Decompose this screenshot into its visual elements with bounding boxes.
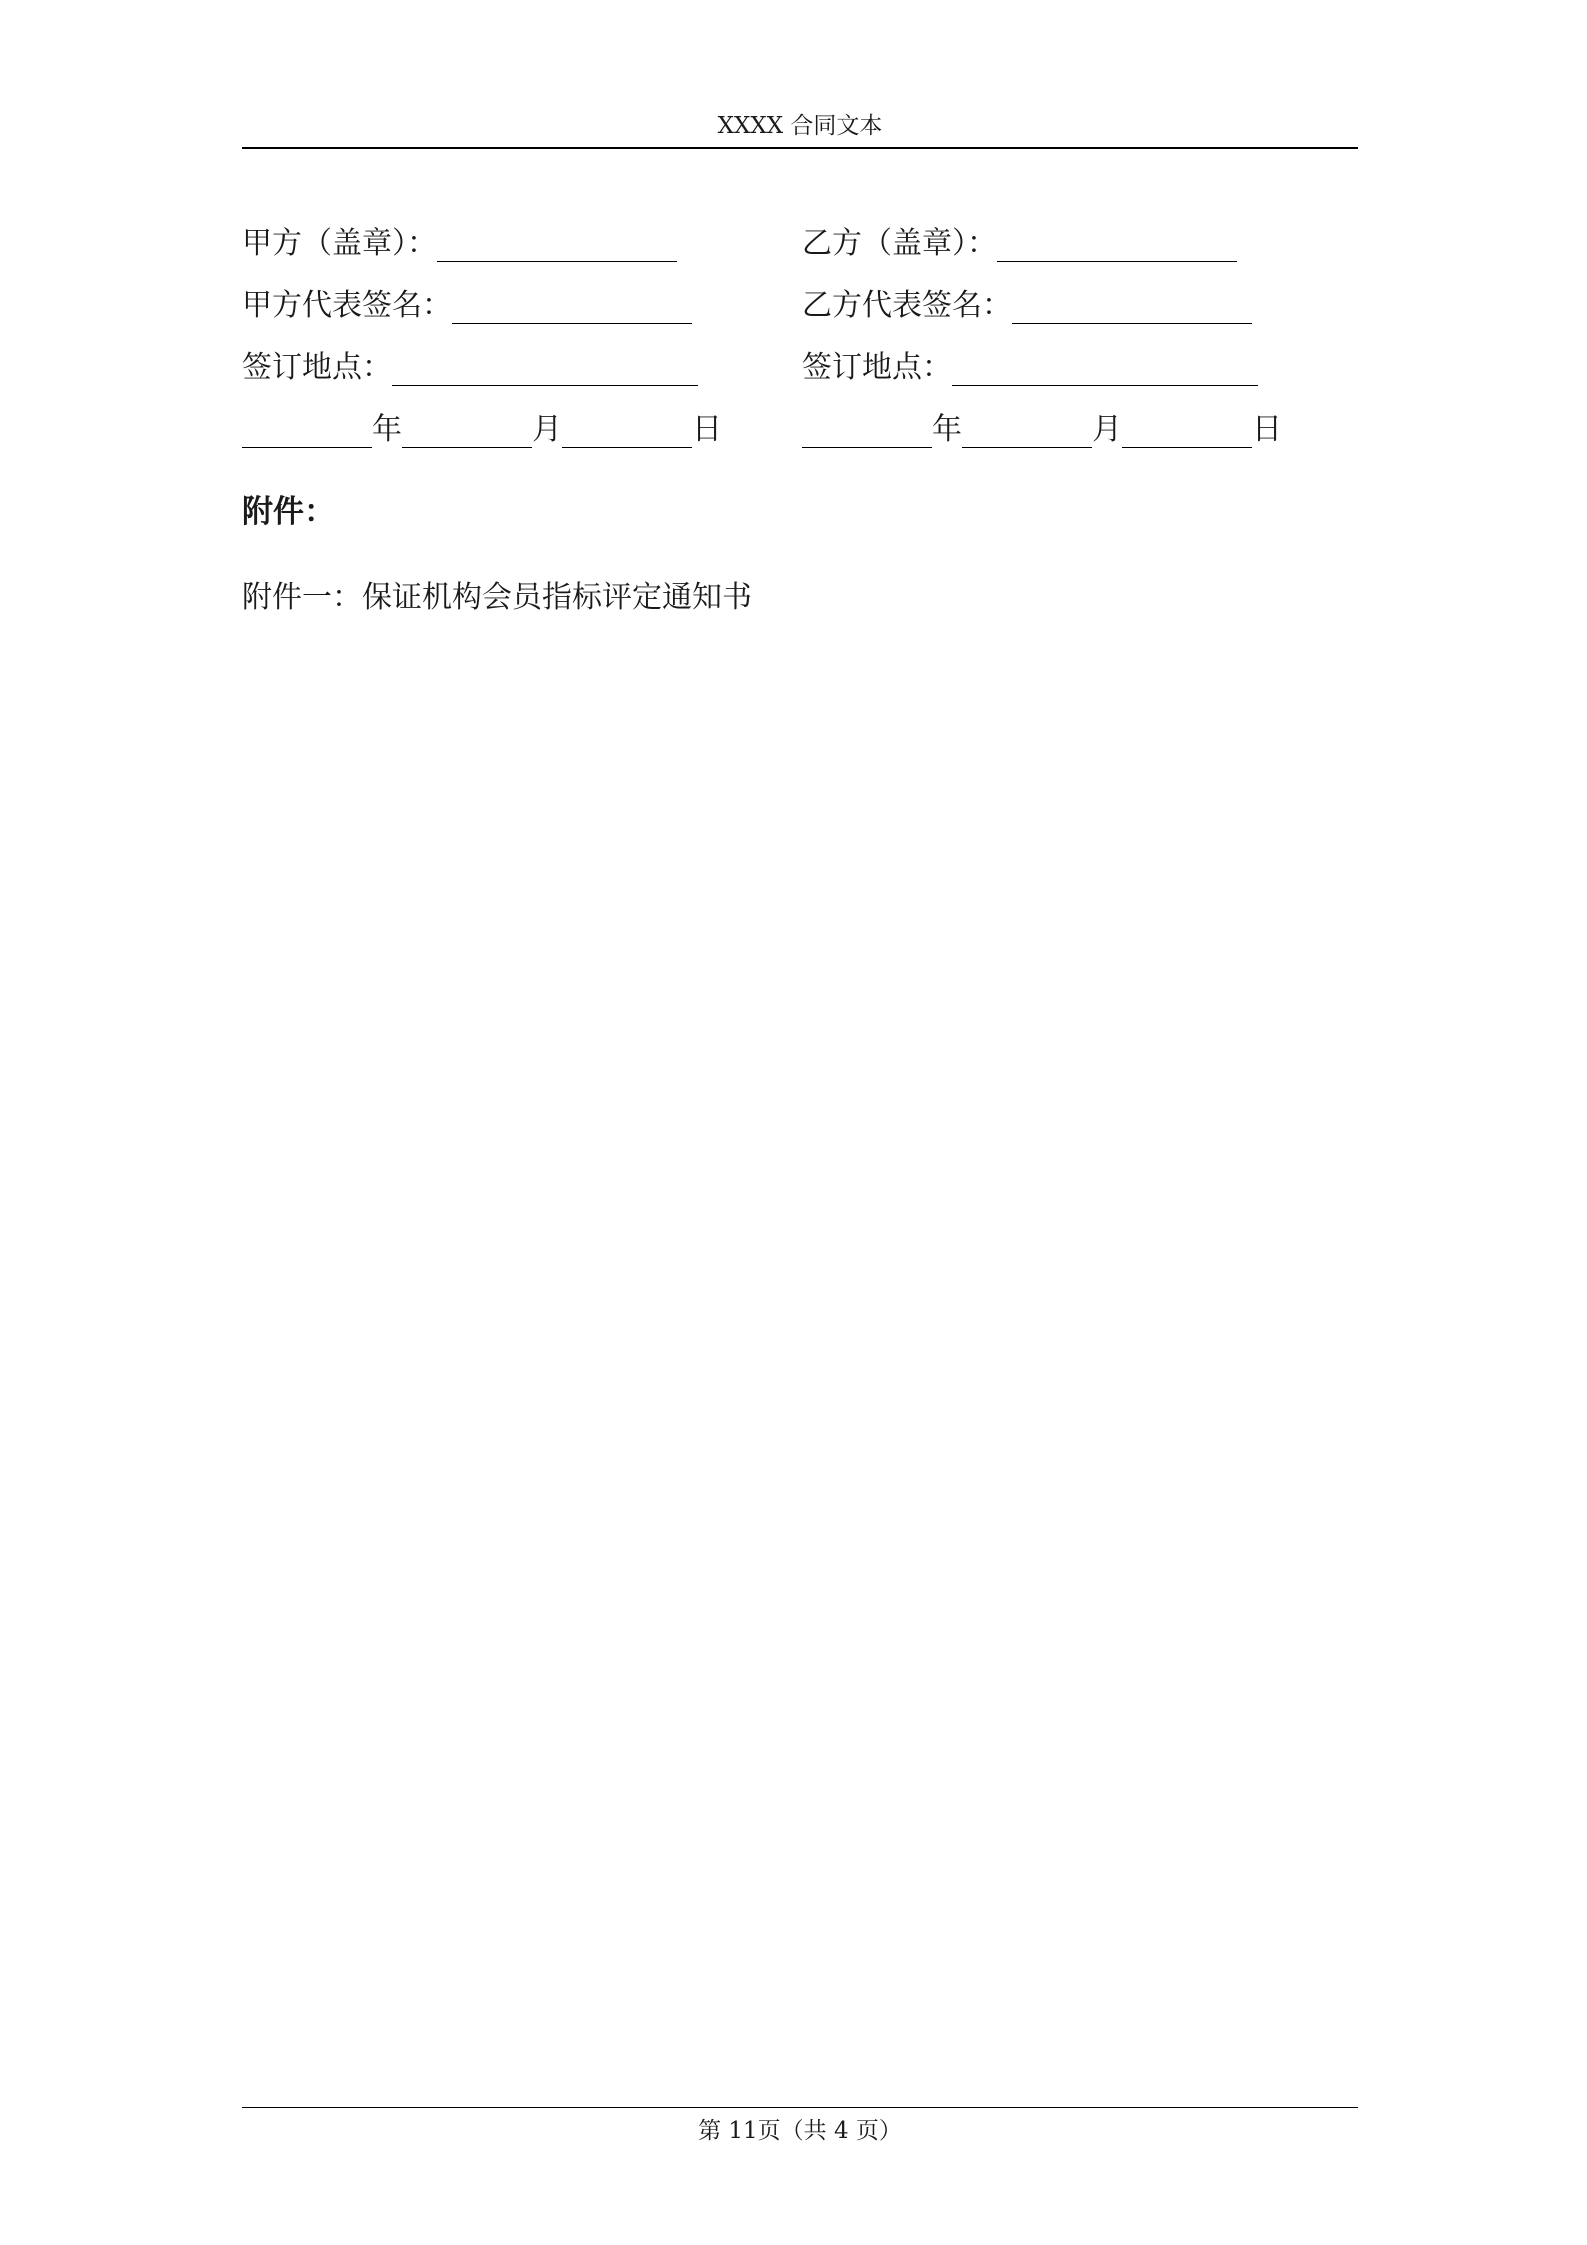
party-b-month-blank[interactable]: [962, 411, 1092, 448]
party-b-place-label: 签订地点：: [802, 350, 952, 385]
party-a-year-blank[interactable]: [242, 411, 372, 448]
party-b-year-label: 年: [932, 412, 962, 447]
party-b-rep-label: 乙方代表签名：: [802, 288, 1012, 323]
party-a-date-row: [242, 386, 722, 448]
party-a-day-blank[interactable]: [562, 411, 692, 448]
party-a-place-label: 签订地点：: [242, 350, 392, 385]
party-a-seal-blank[interactable]: [437, 225, 677, 262]
party-a-rep-label: 甲方代表签名：: [242, 288, 452, 323]
party-a-signature-block: [242, 200, 722, 448]
party-b-day-label: 日: [1252, 412, 1282, 447]
footer-divider: [242, 2107, 1358, 2108]
party-b-date-row: [802, 386, 1282, 448]
party-b-year-blank[interactable]: [802, 411, 932, 448]
party-a-place-blank[interactable]: [392, 349, 698, 386]
party-b-signature-block: [802, 200, 1282, 448]
annex-item: 附件一：保证机构会员指标评定通知书: [242, 580, 752, 615]
party-a-seal-row: [242, 200, 722, 262]
party-a-month-blank[interactable]: [402, 411, 532, 448]
page-footer: 第 11页（共 4 页）: [698, 2118, 902, 2144]
party-a-seal-label: 甲方（盖章）：: [242, 226, 437, 261]
party-a-month-label: 月: [532, 412, 562, 447]
party-b-month-label: 月: [1092, 412, 1122, 447]
party-b-seal-blank[interactable]: [997, 225, 1237, 262]
party-b-day-blank[interactable]: [1122, 411, 1252, 448]
party-b-rep-blank[interactable]: [1012, 287, 1252, 324]
party-b-seal-row: [802, 200, 1282, 262]
party-a-place-row: [242, 324, 722, 386]
party-b-rep-row: [802, 262, 1282, 324]
party-a-rep-row: [242, 262, 722, 324]
party-a-day-label: 日: [692, 412, 722, 447]
party-a-rep-blank[interactable]: [452, 287, 692, 324]
header-divider: [242, 147, 1358, 149]
party-a-year-label: 年: [372, 412, 402, 447]
party-b-place-row: [802, 324, 1282, 386]
party-b-place-blank[interactable]: [952, 349, 1258, 386]
page-header: XXXX 合同文本: [717, 113, 883, 139]
party-b-seal-label: 乙方（盖章）：: [802, 226, 997, 261]
annex-heading: 附件：: [242, 494, 335, 530]
